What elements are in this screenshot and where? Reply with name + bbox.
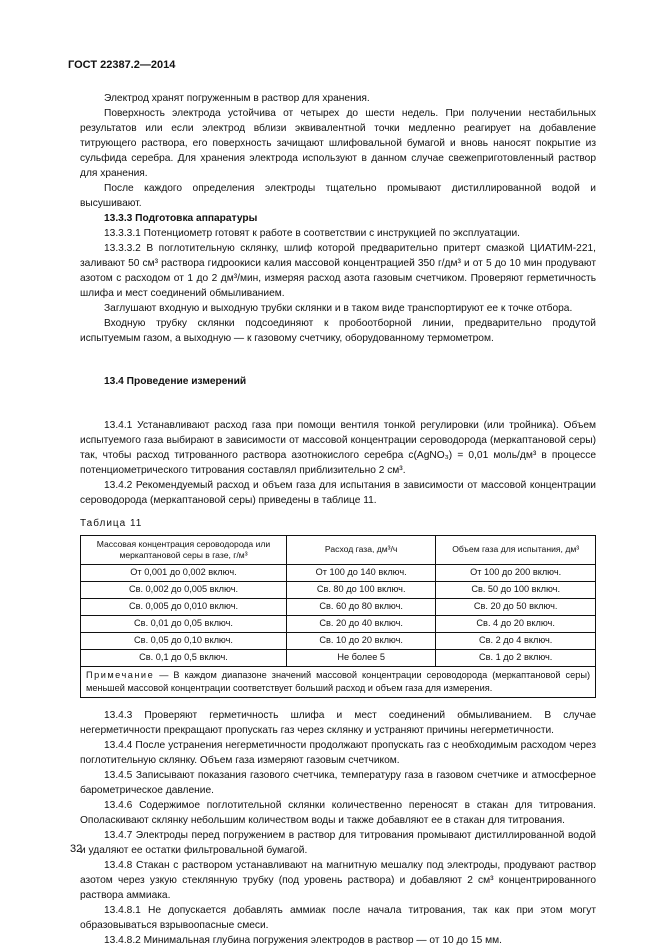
table-cell: Св. 0,1 до 0,5 включ. <box>81 649 287 666</box>
paragraph: 13.4.7 Электроды перед погружением в раствор для титрования промывают дистиллированной водой и удаляют ее остатки фильтровальной бумагой. <box>80 829 596 856</box>
paragraph: 13.4.3 Проверяют герметичность шлифа и мест соединений обмыливанием. В случае негерметичности прекращают пропускать газ через склянку и устраняют причины негерметичности. <box>80 709 596 736</box>
table-row <box>81 615 596 632</box>
table-cell: Св. 0,002 до 0,005 включ. <box>81 581 287 598</box>
table-cell: Св. 20 до 40 включ. <box>287 615 436 632</box>
paragraph: 13.4.5 Записывают показания газового счетчика, температуру газа в газовом счетчике и атмосферное барометрическое давление. <box>80 769 596 796</box>
paragraph: 13.4.8.2 Минимальная глубина погружения электродов в раствор — от 10 до 15 мм. <box>104 934 502 946</box>
table-cell: Св. 20 до 50 включ. <box>436 598 596 615</box>
table-cell: Св. 10 до 20 включ. <box>287 632 436 649</box>
table-note-row <box>81 666 596 697</box>
column-header-concentration: Массовая концентрация сероводорода или меркаптановой серы в газе, г/м³ <box>81 535 287 564</box>
table-body <box>81 564 596 666</box>
table-cell: Св. 4 до 20 включ. <box>436 615 596 632</box>
paragraph: 13.4.2 Рекомендуемый расход и объем газа для испытания в зависимости от массовой концентрации сероводорода (меркаптановой серы) приведены в таблице 11. <box>80 479 596 506</box>
spacer <box>80 356 596 364</box>
document-header: ГОСТ 22387.2—2014 <box>68 59 176 71</box>
section-heading: 13.3.3 Подготовка аппаратуры <box>104 213 258 224</box>
table-row <box>81 564 596 581</box>
table-row <box>81 598 596 615</box>
text-section-before-table <box>80 91 596 508</box>
document-body <box>80 91 596 948</box>
table-cell: Св. 60 до 80 включ. <box>287 598 436 615</box>
table-header-row <box>81 535 596 564</box>
note-label: Примечание <box>86 669 155 680</box>
table-note <box>81 666 596 697</box>
table-11 <box>80 535 596 698</box>
paragraph: После каждого определения электроды тщательно промывают дистиллированной водой и высушивают. <box>80 183 596 209</box>
column-header-gas-volume: Объем газа для испытания, дм³ <box>436 535 596 564</box>
paragraph: 13.4.6 Содержимое поглотительной склянки количественно переносят в стакан для титрования. Ополаскивают склянку небольшим количеством воды и также добавляют ее в стакан для титрования. <box>80 799 596 826</box>
paragraph: Электрод хранят погруженным в раствор для хранения. <box>104 93 370 104</box>
table-cell: Не более 5 <box>287 649 436 666</box>
table-cell: Св. 1 до 2 включ. <box>436 649 596 666</box>
paragraph: 13.4.1 Устанавливают расход газа при помощи вентиля тонкой регулировки (или тройника). Объем испытуемого газа выбирают в зависимости от массовой концентрации сероводорода (меркаптановой серы) так, чтобы расход титрованного раствора азотнокислого серебра с(AgNO₃) = 0,01 моль/дм³ в процессе потенциометрического титрования составлял приблизительно 2 см³. <box>80 419 596 476</box>
table-cell: От 100 до 140 включ. <box>287 564 436 581</box>
table-cell: От 0,001 до 0,002 включ. <box>81 564 287 581</box>
table-row <box>81 632 596 649</box>
spacer <box>80 400 596 408</box>
table-cell: Св. 0,05 до 0,10 включ. <box>81 632 287 649</box>
paragraph: Входную трубку склянки подсоединяют к пробоотборной линии, предварительно продутой испытуемым газом, а выходную — к газовому счетчику, оборудованному термометром. <box>80 318 596 344</box>
table-cell: Св. 0,01 до 0,05 включ. <box>81 615 287 632</box>
table-cell: Св. 50 до 100 включ. <box>436 581 596 598</box>
table-row <box>81 581 596 598</box>
section-heading: 13.4 Проведение измерений <box>104 376 247 388</box>
paragraph: Поверхность электрода устойчива от четырех до шести недель. При получении нестабильных результатов или если электрод вблизи эквивалентной точки медленно реагирует на добавление титрующего раствора, его поверхность зачищают шлифовальной бумагой и вновь наносят покрытие из сульфида серебра. Для хранения электрода используют в данном случае свежеприготовленный раствор для хранения. <box>80 108 596 179</box>
table-cell: От 100 до 200 включ. <box>436 564 596 581</box>
paragraph: 13.3.3.1 Потенциометр готовят к работе в соответствии с инструкцией по эксплуатации. <box>104 228 520 239</box>
table-cell: Св. 2 до 4 включ. <box>436 632 596 649</box>
table-cell: Св. 80 до 100 включ. <box>287 581 436 598</box>
text-section-after-table <box>80 708 596 948</box>
paragraph: 13.4.4 После устранения негерметичности продолжают пропускать газ с необходимым расходом через поглотительную склянку. Объем газа измеряют газовым счетчиком. <box>80 739 596 766</box>
paragraph: 13.4.8 Стакан с раствором устанавливают на магнитную мешалку под электроды, продувают раствор азотом через узкую стеклянную трубку (под уровень раствора) и добавляют 2 см³ концентрированного раствора аммиака. <box>80 859 596 901</box>
table-cell: Св. 0,005 до 0,010 включ. <box>81 598 287 615</box>
note-text: — В каждом диапазоне значений массовой концентрации сероводорода (меркаптановой серы) меньшей массовой концентрации соответствует больший расход и объем газа для измерения. <box>86 669 590 693</box>
paragraph: 13.3.3.2 В поглотительную склянку, шлиф которой предварительно притерт смазкой ЦИАТИМ-221, заливают 50 см³ раствора гидроокиси калия массовой концентрацией 350 г/дм³ и от 5 до 10 мин продувают азотом с расходом от 1 до 2 дм³/мин, измеряя расход азота газовым счетчиком. Проверяют герметичность шлифа и мест соединений обмыливанием. <box>80 243 596 299</box>
table-caption: Таблица 11 <box>80 517 143 529</box>
paragraph: 13.4.8.1 Не допускается добавлять аммиак после начала титрования, так как при этом могут образовываться взрывоопасные смеси. <box>80 904 596 931</box>
paragraph: Заглушают входную и выходную трубки склянки и в таком виде транспортируют ее к точке отбора. <box>104 303 573 314</box>
page-number: 32 <box>70 843 83 855</box>
column-header-flow-rate: Расход газа, дм³/ч <box>287 535 436 564</box>
table-row <box>81 649 596 666</box>
